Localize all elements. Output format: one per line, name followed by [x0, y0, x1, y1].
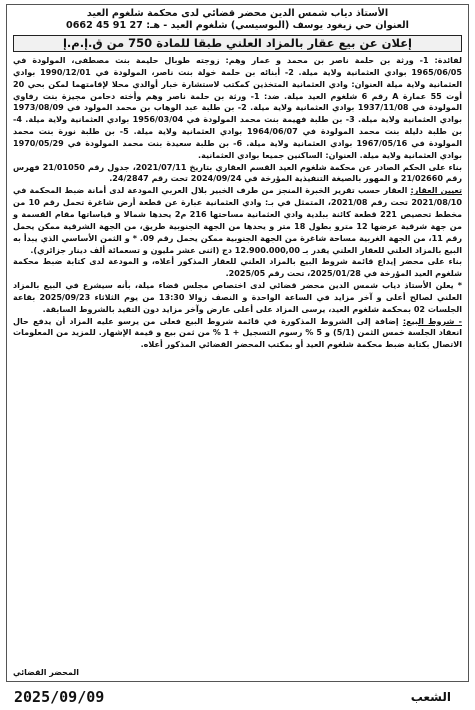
parties-paragraph: لفائدة: 1- ورثة بن حلمة ناصر بن محمد و عمار وهم: زوجته طوبال حليمة بنت مصطفى، المولودة في 1965/06/05 بوادي العثمانية ولاية ميلة. 2- أبنائه بن حلمة خولة بنت ناصر، المولودة في 1990/12/01 بوادي العثمانية ولاية ميلة العنوان: وادي العثمانية المتخذين كمكتب لاستشارة خبار أوالدي محلا لإقامتهما لمكن بحي 20 أوت 55 عمارة A رقم 6 شلغوم العيد ميلة. ضد: 1- ورثة بن حلمة ناصر وهم وأخته دحامن مجيزة بنت رفاوي المولودة في 1937/11/08 بوادي العثمانية ولاية ميلة. 2- بن طلبة عبد الوهاب بن محمد المولود في 1973/08/09 بوادي العثمانية ولاية ميلة. 3- بن طلبة فهيمة بنت محمد المولودة في 1956/03/04 بوادي العثمانية ولاية ميلة. 4- بن طلبة دليلة بنت محمد المولودة في 1964/06/07 بوادي العثمانية ولاية ميلة. 5- بن طلبة نورة بنت محمد المولودة في 1967/05/16 بوادي العثمانية ولاية ميلة. 6- بن طلبة سعيدة بنت محمد المولودة في 1970/05/29 بوادي العثمانية ولاية ميلة. العنوان: الساكنين جميعا بوادي العثمانية.: [13, 56, 463, 160]
notice-body: [13, 55, 462, 351]
notice-title: إعلان عن بيع عقار بالمزاد العلني طبقا للمادة 750 من ق.إ.م.إ: [13, 35, 462, 52]
publication-name: الشعب: [410, 690, 451, 704]
bailiff-name: الأستاذ دياب شمس الدين محضر قضائي لدى محكمة شلغوم العيد: [86, 8, 389, 19]
notice-frame: [6, 4, 469, 682]
property-text: العقار حسب تقرير الخبرة المنجز من طرف الخبير بلال العربي المودعة لدى أمانة ضبط المحكمة في 2021/08/10 تحت رقم 2021/08، المتمثل في بـ: وادي العثمانية عبارة عن قطعة أرض شاغرة تحمل رقم 10 من مخطط تحصيص 221 قطعة كائنة ببلدية وادي العثمانية مساحتها 216 م2 يحدها شمالا و قياساتها مقام القسمة و من جهة شرقية عرضها 12 مترو بطول 18 متر و يحدها من الجهة الجنوبية طريق، من الجهة الشرقية ممكن يحمل رقم 11، من الجهة الغربية مساحة شاغرة من الجهة الجنوبية ممكن يحمل رقم 09. * و الثمن الأساسي الذي يبدأ به البيع بالمزاد العلني للعقار العلني يقدر بـ 12.900.000,00 دج (اثنى عشر مليون و تسعمائة ألف دينار جزائري).: [13, 186, 462, 255]
conditions-deposit-paragraph: بناء على محضر إيداع قائمة شروط البيع بالمزاد العلني للعقار المذكور أعلاه، و المودعة لدى كتابة ضبط محكمة شلغوم العيد المؤرخة في 2025/01/28، تحت رقم 2025/05.: [13, 257, 462, 279]
auction-announcement-paragraph: * يعلن الأستاذ دياب شمس الدين محضر قضائي لدى اختصاص مجلس قضاء ميلة، بأنه سيشرع في البيع بالمزاد العلني لصالح أعلى و آخر مزايد في الساعة الواحدة و النصف زوالا 13:30 من يوم الثلاثاء 2025/09/23 بقاعة الجلسات 02 بمحكمة شلغوم العيد، يرسى المزاد على أعلى عارض وآخر مزايد دون التقيد بالشروط السابقة.: [13, 281, 462, 314]
publication-footer: [6, 684, 469, 710]
property-label: تعيين العقار:: [410, 186, 462, 196]
signature: المحضر القضائي: [13, 668, 80, 677]
sale-conditions-label: - شروط البيع:: [402, 316, 462, 326]
publication-date: 2025/09/09: [14, 688, 105, 706]
bailiff-address: العنوان حي زيغود يوسف (البوسيسي) شلغوم العيد - هـ: 27 91 45 0662: [66, 20, 409, 31]
sale-conditions-text: إضافة إلى الشروط المذكورة في قائمة شروط البيع فعلى من يرسو عليه المزاد أن يدفع حال انعقاد الجلسة خمس الثمن (5/1) و 5 % رسوم التسجيل + 1 % من ثمن بيع و قيمة الإشهار. للمزيد من المعلومات الاتصال بكتابة ضبط محكمة شلغوم العيد أو بمكتب المحضر القضائي المذكور أعلاه.: [13, 316, 462, 350]
judgment-paragraph: بناء على الحكم الصادر عن محكمة شلغوم العيد القسم العقاري بتاريخ 2021/07/11، جدول رقم 21/01050 فهرس رقم 21/02660 و المهور بالصيغة التنفيذية المؤرخة في 2024/09/24 تحت رقم 24/2847.: [13, 162, 462, 184]
sale-conditions-paragraph: [13, 316, 462, 352]
property-paragraph: [13, 185, 462, 256]
